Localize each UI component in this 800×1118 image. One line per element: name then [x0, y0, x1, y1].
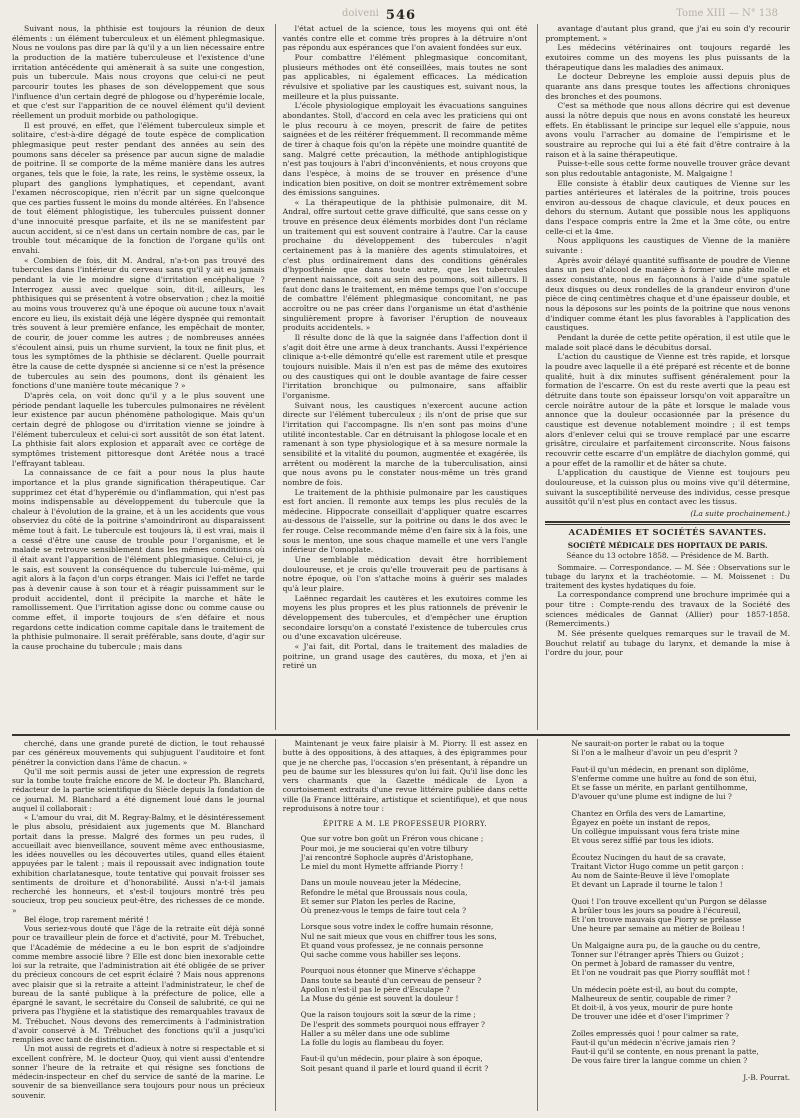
poem-stanza: [571, 897, 790, 934]
paragraph: avantage d'autant plus grand, que j'ai eu soin d'y recourir promptement. »: [545, 24, 790, 43]
poem-verse: Soit pesant quand il parle et lourd quand il écrit ?: [300, 1063, 489, 1073]
poem-verse: Et l'on trouve mauvais que Piorry se prélasse: [571, 915, 742, 924]
page-header: [12, 6, 790, 24]
section-heading: ACADÉMIES ET SOCIÉTÉS SAVANTES.: [568, 527, 767, 538]
poem-verse: Pourquoi nous étonner que Minerve s'échappe: [300, 966, 476, 976]
poem-verse: De trouver une idée et d'oser l'imprimer ?: [571, 1012, 730, 1022]
paragraph: L'action du caustique de Vienne est très rapide, et lorsque la poudre avec laquelle il a été préparé est récente et de bonne qualité, huit à dix minutes suffisent généralement pour la formation de l'escarre. On est du reste averti que la peau est détruite dans toute son épaisseur lorsqu'on voit apparaître un cercle noirâtre autour de la pâte et lorsque le malade vous annonce que la douleur occasionnée par la présence du caustique est devenue notablement moindre ; il est temps alors d'enlever celui qui se trouve remplacé par une escarre grisâtre, circulaire et parfaitement circonscrite. Nous faisons recouvrir cette escarre d'un emplâtre de diachylon gommé, qui a pour effet de la ramollir et de hâter sa chute.: [545, 352, 790, 468]
poem-verse: Et semer sur Platon les perles de Racine,: [300, 896, 456, 906]
paragraph: L'école physiologique employait les évacuations sanguines abondantes. Stoll, d'accord en cela avec les praticiens qui ont le plus recouru à ce moyen, prescrit de faire de petites saignées et de les réitérer fréquemment. Il recommande même de tirer à chaque fois qu'on la répète une moindre quantité de sang. Malgré cette précaution, la méthode antiphlogistique n'est pas toujours à l'abri d'inconvénients, et nous croyons que dans l'espèce, à moins de se trouver en présence d'une indication bien positive, on doit se montrer extrêmement sobre des émissions sanguines.: [282, 101, 528, 198]
paragraph: « J'ai fait, dit Portal, dans le traitement des maladies de poitrine, un grand usage des cautères, du moxa, et j'en ai retiré un: [282, 642, 528, 671]
poem-verse: Que sur votre bon goût un Fréron vous chicane ;: [300, 834, 484, 844]
bleed-through-text: doiveni: [342, 8, 379, 19]
poem-verse: On permet à Jobard de ramasser du ventre,: [571, 959, 735, 968]
summary: Sommaire. — Correspondance. — M. Sée : Observations sur le tubage du larynx et la trachéotomie. — M. Moissenet : Du traitement des kystes hydatiques du foie.: [545, 563, 790, 591]
paragraph: « La thérapeutique de la phthisie pulmonaire, dit M. Andral, offre surtout cette grave difficulté, que sans cesse on y trouve en présence deux éléments morbides dont l'un réclame un traitement qui est souvent contraire à l'autre. Car la cause prochaine du développement des tubercules n'agit certainement pas à la manière des agents stimulatoires, et c'est plus ordinairement dans des conditions générales d'hyposthénie que dans toute autre, que les tubercules prennent naissance, soit au sein des poumons, soit ailleurs. Il faut donc dans le traitement, en même temps que l'on s'occupe de combattre l'élément phlegmasique concomitant, ne pas accroître ou ne pas créer dans l'organisme un état d'asthénie singulièrement propre à favoriser l'éruption de nouveaux produits accidentels. »: [282, 197, 528, 333]
article-column-3: [537, 24, 790, 730]
poem-verse: Quoi ! l'on trouve excellent qu'un Purgon se délasse: [571, 896, 767, 906]
paragraph: « Combien de fois, dit M. Andral, n'a-t-on pas trouvé des tubercules dans l'intérieur du cerveau sans qu'il y ait eu jamais pendant la vie le moindre signe d'irritation encéphalique ? Interrogez aussi avec quelque soin, dit-il, ailleurs, les phthisiques qui se présentent à votre observation ; chez la moitié au moins vous trouverez qu'à une époque où aucune toux n'avait encore eu lieu, ils existait déjà une légère dyspnée qui remontait très souvent à leur première enfance, les empêchait de monter, de courir, de jouer comme les autres ; de nombreuses années s'écoulent ainsi, puis un rhume survient, la toux ne finit plus, et tous les symptômes de la phthisie se déclarent. Quelle pourrait être la cause de cette dyspnée si ancienne si ce n'est la présence de tubercules au sein des poumons, dont ils génaient les fonctions d'une manière toute mécanique ? »: [12, 255, 265, 391]
poem-verse: Et quand vous professez, je ne connais personne: [300, 940, 484, 950]
poem-verse: Et l'on ne voudrait pas que Piorry soufflât mot !: [571, 968, 751, 978]
session-line: Séance du 13 octobre 1858. — Présidence de M. Barth.: [566, 550, 769, 560]
poem-verse: Un collègue impuissant vous fera triste mine: [571, 827, 740, 836]
poem-verse: Lorsque sous votre index le coffre humain résonne,: [300, 922, 494, 932]
poem-verse: Malheureux de sentir, coupable de rimer ?: [571, 993, 731, 1003]
poem-verse: Qui sache comme vous habiller ses leçons.: [300, 950, 461, 959]
feuilleton-column-3: [537, 739, 790, 1111]
poem-verse: Un Malgaigne aura pu, de la gauche ou du centre,: [571, 940, 761, 950]
paragraph: D'après cela, on voit donc qu'il y a le plus souvent une période pendant laquelle les tubercules pulmonaires ne révèlent leur existence par aucun phénomène pathologique. Mais qu'un certain degré de phlogose ou d'irritation vienne se joindre à l'élément tuberculeux et celui-ci sort aussitôt de son état latent. La phthisie fait alors explosion et apparaît avec ce cortège de symptômes tristement pittoresque dont Arétée nous a tracé l'effrayant tableau.: [12, 390, 265, 468]
paragraph: « L'amour du vrai, dit M. Regray-Balmy, et le désintéressement le plus absolu, présidaient aux jugements que M. Blanchard portait dans la presse. Malgré des formes un peu rudes, il accueillait avec bienveillance, souvent même avec enthousiasme, les idées nouvelles ou les découvertes utiles, quand elles étaient appuyées par le talent ; mais il repoussait avec indignation toute exhibition charlatanesque, toute tentative qui pouvait froisser ses sentiments de droiture et d'honorabilité. Aussi n'a-t-il jamais recherché les honneurs, et s'est-il toujours montré très peu soucieux, trop peu soucieux peut-être, des richesses de ce monde. »: [12, 813, 265, 915]
paragraph: Suivant nous, les caustiques n'exercent aucune action directe sur l'élément tuberculeux ; ils n'ont de prise que sur l'irritation qui l'accompagne. Ils n'en sont pas moins d'une utilité incontestable. Car en détruisant la phlogose locale et en ramenant à son type physiologique et à sa mesure normale la sensibilité et la vitalité du poumon, augmentée et exagérée, ils arrêtent ou modèrent la marche de la tuberculisation, ainsi que nous avons pu le constater nous-même un très grand nombre de fois.: [282, 400, 528, 487]
poem-verse: Faut-il qu'un médecin, pour plaire à son époque,: [300, 1054, 483, 1064]
poem-verse: J'ai rencontré Sophocle auprès d'Aristophane,: [300, 852, 474, 862]
poem-verse: Une heure par semaine au métier de Boileau !: [571, 924, 746, 934]
paragraph: Pour combattre l'élément phlegmasique concomitant, plusieurs méthodes ont été conseillées, mais toutes ne sont pas applicables, ni également efficaces. La médication révulsive et spoliative par les caustiques est, suivant nous, la meilleure et la plus puissante.: [282, 52, 528, 101]
poem-verse: Faut-il qu'il se contente, en nous prenant la patte,: [571, 1047, 759, 1056]
poem-verse: Pour moi, je me soucierai qu'en votre tilbury: [300, 843, 468, 853]
article-column-1: [12, 24, 265, 730]
bleed-through-text: Tome XIII — N° 138: [676, 8, 778, 19]
poem-verse: Que la raison toujours soit la sœur de la rime ;: [300, 1010, 476, 1020]
paragraph: Qu'il me soit permis aussi de jeter une expression de regrets sur la tombe toute fraîche encore de M. le docteur Ph. Blanchard, rédacteur de la partie scientifique du Siècle depuis la fondation de ce journal. M. Blanchard a été dignement loué dans le journal auquel il collaborait :: [12, 766, 265, 813]
poem-stanza: [301, 878, 528, 915]
paragraph: l'état actuel de la science, tous les moyens qui ont été vantés contre elle et comme très propres à la détruire n'ont pas répondu aux espérances que l'on avaient fondées sur eux.: [282, 24, 528, 53]
paragraph: Laënnec regardait les cautères et les exutoires comme les moyens les plus propres et les plus rationnels de prévenir le développement des tubercules, et d'empêcher une éruption secondaire lorsqu'on a constaté l'existence de tubercules crus ou d'une excavation ulcéreuse.: [282, 593, 528, 642]
society-name: SOCIÉTÉ MÉDICALE DES HOPITAUX DE PARIS.: [567, 541, 768, 551]
article-column-2: [275, 24, 528, 730]
poem-verse: Dans toute sa beauté d'un cerveau de penseur ?: [300, 975, 482, 985]
paragraph: L'application du caustique de Vienne est toujours peu douloureuse, et la cuisson plus ou moins vive qu'il détermine, suivant la susceptibilité nerveuse des individus, cesse presque aussitôt qu'il n'est plus en contact avec les tissus.: [545, 468, 790, 507]
poem-stanza: [571, 941, 790, 978]
poem-stanza: [571, 985, 790, 1022]
feuilleton-section: [12, 739, 790, 1111]
poem-verse: La Muse du génie est souvent la douleur !: [300, 994, 459, 1003]
poem-stanzas: [545, 739, 790, 1066]
poem-verse: Apollon n'est-il pas le père d'Esculape ?: [300, 984, 450, 994]
paragraph: Le docteur Debreyne les emploie aussi depuis plus de quarante ans dans presque toutes les affections chroniques des bronches et des poumons.: [545, 72, 790, 101]
paragraph: Un mot aussi de regrets et d'adieux à notre si respectable et si excellent confrère, M. le docteur Quoy, qui vient aussi d'entendre sonner l'heure de la retraite et qui résigne ses fonctions de médecin-inspecteur en chef du service de santé de la marine. Le souvenir de sa bienveillance sera toujours pour nous un précieux souvenir.: [12, 1044, 265, 1100]
paragraph: La correspondance comprend une brochure imprimée qui a pour titre : Compte-rendu des travaux de la Société des sciences médicales de Gannat (Allier) pour 1857-1858. (Remerciments.): [545, 590, 790, 629]
poem-stanza: [301, 1054, 528, 1073]
paragraph: Elle consiste à établir deux cautiques de Vienne sur les parties antérieures et latérales de la poitrine, trois pouces environ au-dessous de chaque clavicule, et deux pouces en dehors du sternum. Autant que possible nous les appliquons dans l'espace compris entre la 2me et la 3me côte, ou entre celle-ci et la 4me.: [545, 178, 790, 236]
poem-stanzas: [283, 834, 528, 1073]
poem-verse: Si l'on a le malheur d'avoir un peu d'esprit ?: [571, 748, 738, 758]
poem-verse: Au nom de Sainte-Beuve il lève l'omoplate: [571, 871, 730, 880]
paragraph: Puisse-t-elle sous cette forme nouvelle trouver grâce devant son plus redoutable antagoniste, M. Malgaigne !: [545, 159, 790, 178]
to-be-continued-note: (La suite prochainement.): [690, 508, 790, 518]
poem-verse: Faut-il qu'un médecin, en prenant son diplôme,: [571, 764, 749, 774]
paragraph: Après avoir délayé quantité suffisante de poudre de Vienne dans un peu d'alcool de manière à former une pâte molle et assez consistante, nous en façonnons à l'aide d'une spatule deux disques ou deux rondelles de la grandeur environ d'une pièce de cinq centimètres chaque et d'une épaisseur double, et nous la déposons sur les points de la poitrine que nous venons d'indiquer comme étant les plus favorables à l'application des caustiques.: [545, 255, 790, 333]
poem-verse: De vous faire tirer la langue comme un chien ?: [571, 1056, 748, 1066]
poem-stanza: [571, 853, 790, 890]
poem-verse: Où prenez-vous le temps de faire tout cela ?: [300, 906, 467, 915]
poem-verse: De l'esprit des sommets pourquoi nous effrayer ?: [300, 1019, 485, 1029]
poem-verse: Nul ne sait mieux que vous en chiffrer tous les sons,: [300, 931, 497, 941]
feuilleton-divider: [12, 734, 790, 736]
poem-verse: Égayez en poète un instant de repos,: [571, 817, 711, 827]
paragraph: M. Sée présente quelques remarques sur le travail de M. Bouchut relatif au tubage du larynx, et demande la mise à l'ordre du jour, pour: [545, 629, 790, 658]
paragraph: La connaissance de ce fait a pour nous la plus haute importance et la plus grande signification thérapeutique. Car supprimez cet état d'hyperémie ou d'inflammation, qui n'est pas moins indispensable au développement du tubercule que la chaleur à l'évolution de la graine, et à un les accidents que vous observiez du côté de la poitrine s'amoindriront au disparaissent même tout à fait. Le tubercule est toujours là, il est vrai, mais il a cessé d'être une cause de trouble pour l'organisme, et le malade se retrouve sensiblement dans les mêmes conditions où il était avant l'apparition de l'élément phlegmasique. Celui-ci, je le sais, est souvent la conséquence du tubercule lui-même, qui agit alors à la façon d'un corps étranger. Mais ici l'effet ne tarde pas à devenir cause à son tour et à réagir puissamment sur le produit accidentel, dont il précipite la marche et hâte le ramollissement. Que l'irritation agisse donc ou comme cause ou comme effet, il importe toujours de s'en défaire et nous regardons cette indication comme capitale dans le traitement de la phthisie pulmonaire. Il serait préférable, sans doute, d'agir sur la cause prochaine du tubercule ; mais dans: [12, 468, 265, 651]
poem-stanza: [571, 739, 790, 758]
paragraph: Vous seriez-vous douté que l'âge de la retraite eût déjà sonné pour ce travailleur plein de force et d'activité, pour M. Trébuchet, que l'Académie de médecine a eu le bon esprit de s'adjoindre comme membre associé libre ? Elle est donc bien inexorable cette loi sur la retraite, que l'administration ait été obligée de se priver du précieux concours de cet esprit éclairé ? Mais nous apprenons avec plaisir que si la retraite a atteint l'administrateur, le chef de bureau de la santé publique à la préfecture de police, elle a épargné le savant, le secrétaire du Conseil de salubrité, ce qui ne privera pas l'hygiène et la statistique des remarquables travaux de M. Trébuchet. Nous devons des remerciments à l'administration d'avoir conservé à M. Trébuchet des fonctions qu'il a jusqu'ici remplies avec tant de distinction.: [12, 924, 265, 1044]
poem-verse: Et doit-il, à vos yeux, mourir de pure honte: [571, 1003, 733, 1012]
paragraph: Le traitement de la phthisie pulmonaire par les caustiques est fort ancien. Il remonte aux temps les plus reculés de la médecine. Hippocrate conseillait d'appliquer quatre escarres au-dessous de l'aisselle, sur la poitrine ou dans le dos avec le fer rouge. Celse recommande même d'en faire six à la fois, une sous le menton, une sous chaque mamelle et une vers l'angle inférieur de l'omoplate.: [282, 487, 528, 555]
feuilleton-column-2: [275, 739, 528, 1111]
paragraph: cherché, dans une grande pureté de diction, le tout rehaussé par ces généreux mouvements qui subjuguent l'auditoire et font pénétrer la conviction dans l'âme de chacun. »: [12, 739, 265, 767]
poem-verse: Un médecin poète est-il, au bout du compte,: [571, 984, 738, 994]
poem-stanza: [571, 809, 790, 846]
poem-title: ÉPITRE A M. LE PROFESSEUR PIORRY.: [322, 819, 488, 828]
poem-verse: Traitant Victor Hugo comme un petit garçon :: [571, 861, 744, 871]
poem-verse: Chantez en Orfila des vers de Lamartine,: [571, 808, 726, 818]
poem-verse: Tonner sur l'étranger après Thiers ou Guizot ;: [571, 949, 744, 959]
poem-verse: A brûler tous les jours sa poudre à l'écureuil,: [571, 905, 741, 915]
poem-stanza: [301, 966, 528, 1003]
poem-verse: Ne saurait-on porter le rabat ou la toque: [571, 739, 725, 748]
poem-signature: J.-B. Pourrat.: [743, 1072, 790, 1082]
poem-stanza: [301, 1010, 528, 1047]
paragraph: Il résulte donc de là que la saignée dans l'affection dont il s'agit doit être une arme à deux tranchants. Aussi l'expérience clinique a-t-elle démontré qu'elle est rarement utile et presque toujours nuisible. Mais il n'en est pas de même des exutoires ou des caustiques qui ont le double avantage de faire cesser l'irritation bronchique ou pulmonaire, sans affaiblir l'organisme.: [282, 333, 528, 400]
poem-stanza: [301, 922, 528, 959]
paragraph: Une semblable médication devait être horriblement douloureuse, et je crois qu'elle trouverait peu de partisans à notre époque, où l'on s'attache moins à guérir ses malades qu'à leur plaire.: [282, 555, 528, 594]
poem-verse: La folle du logis au flambeau du foyer.: [300, 1038, 444, 1047]
feuilleton-column-1: [12, 739, 265, 1111]
poem-stanza: [571, 765, 790, 802]
poem-verse: Et vous serez siffié par tous les idiots.: [571, 836, 714, 846]
poem-verse: Faut-il qu'un médecin n'écrive jamais rien ?: [571, 1037, 736, 1047]
poem-verse: Et devant un Laprade il tourne le talon !: [571, 880, 723, 890]
poem-stanza: [571, 1029, 790, 1066]
paragraph: Suivant nous, la phthisie est toujours la réunion de deux éléments : un élément tuberculeux et un élément phlegmasique. Nous ne voulons pas dire par là qu'il y a un lien nécessaire entre la production de la matière tuberculeuse et l'existence d'une irritation antécédente qui amènerait à sa suite une congestion, puis un tubercule. Mais nous croyons que celui-ci ne peut parcourir toutes les phases de son développement que sous l'influence d'un certain degré de phlogose ou d'hyperémie locale, et que c'est sur l'apparition de ce nouvel élément qu'il devient réellement un produit morbide ou pathologique.: [12, 24, 265, 120]
section-rule: [545, 521, 790, 525]
paragraph: Il est prouvé, en effet, que l'élément tuberculeux simple et solitaire, c'est-à-dire dégagé de toute espèce de complication phlegmasique peut rester pendant des années au sein des poumons sans déceler sa présence par aucun signe de maladie de poitrine. Il se comporte de la même manière dans les autres organes, tels que le foie, la rate, les reins, le système osseux, la plupart des ganglions lymphatiques, et cependant, avant l'examen nécroscopique, rien n'écrit par un signe quelconque que ces parties fussent le moins du monde altérées. En l'absence de tout élément phlogistique, les tubercules puissent donner d'une innocuité presque parfaite, et ils ne se manifestent par aucun accident, si ce n'est dans un certain nombre de cas, par le trouble tout mécanique de la fonction de l'organe qu'ils ont envahi.: [12, 120, 265, 256]
poem-stanza: [301, 834, 528, 871]
poem-verse: Refondre le métal que Broussais nous coula,: [300, 887, 468, 897]
paragraph: Bel éloge, trop rarement mérité !: [24, 914, 149, 924]
poem-verse: S'enferme comme une huître au fond de son étui,: [571, 773, 757, 783]
paragraph: Les médecins vétérinaires ont toujours regardé les exutoires comme un des moyens les plus puissants de la thérapeutique dans les maladies des animaux.: [545, 43, 790, 72]
paragraph: C'est sa méthode que nous allons décrire qui est devenue aussi la nôtre depuis que nous en avons constaté les heureux effets. En établissant le principe sur lequel elle s'appuie, nous avons voulu l'arracher au domaine de l'empirisme et le soustraire au reproche qui lui a été fait d'être contraire à la raison et à la saine thérapeutique.: [545, 101, 790, 159]
poem-verse: Écoutez Nucingen du haut de sa cravate,: [571, 852, 726, 862]
poem-verse: Et se fasse un mérite, en parlant gentilhomme,: [571, 783, 748, 792]
paragraph: Nous appliquons les caustiques de Vienne de la manière suivante :: [545, 236, 790, 256]
poem-verse: Dans un moule nouveau jeter la Médecine,: [300, 878, 462, 888]
upper-article-section: [12, 24, 790, 730]
poem-verse: D'avouer qu'une plume est indigne de lui ?: [571, 792, 732, 802]
paragraph: Maintenant je veux faire plaisir à M. Piorry. Il est assez en butte à des oppositions, à des attaques, à des épigrammes pour que je ne cherche pas, l'occasion s'en présentant, à répandre un peu de baume sur les blessures qu'on lui fait. Qu'il lise donc les vers charmants que la Gazette médicale de Lyon a courtoisement extraits d'une revue littéraire publiée dans cette ville (la France littéraire, artistique et scientifique), et que nous reproduisons à notre tour :: [282, 739, 528, 813]
poem-verse: Le miel du mont Hymette affriande Piorry !: [300, 862, 464, 871]
poem-verse: Haller a su mêler dans une ode sublime: [300, 1028, 450, 1038]
paragraph: Pendant la durée de cette petite opération, il est utile que le malade soit placé dans le décubitus dorsal.: [545, 333, 790, 352]
poem-verse: Zoïles empressés quoi ! pour calmer sa rate,: [571, 1028, 739, 1038]
page-number: 546: [385, 7, 417, 23]
